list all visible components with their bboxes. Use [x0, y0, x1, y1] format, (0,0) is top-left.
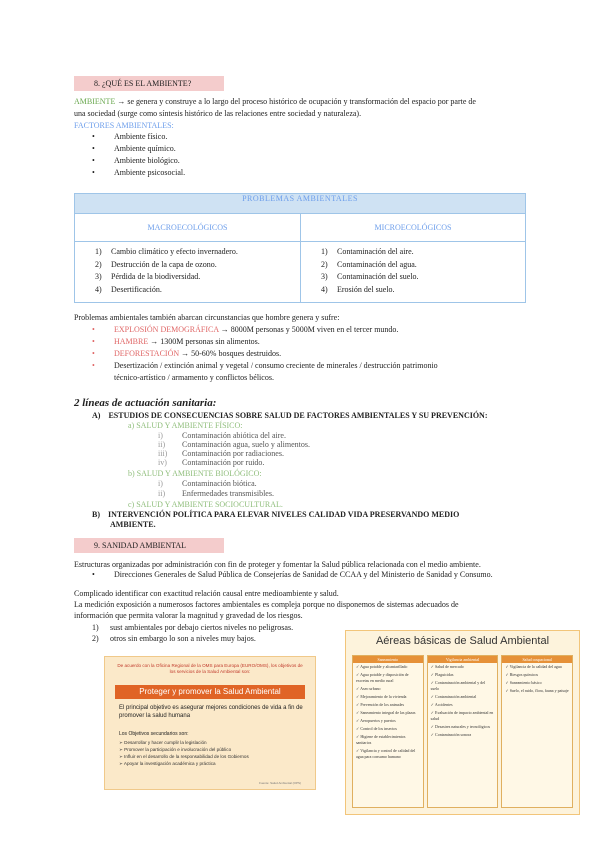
figure2-title: Aéreas básicas de Salud Ambiental [375, 635, 550, 647]
list-item: ✓ Aeropuertos y puertos [356, 718, 396, 723]
table-row: 4) Desertificación. [95, 284, 162, 294]
areas-figure [345, 630, 580, 815]
section-8-header: 8. ¿QUÉ ES EL AMBIENTE? [74, 76, 224, 91]
problemas-table [74, 193, 526, 303]
ambiente-term: AMBIENTE [74, 97, 116, 106]
list-item: ✓ Saneamiento integral de las plazas [356, 710, 416, 715]
list-item: • Direcciones Generales de Salud Pública de Consejerías de Sanidad de CCAA y del Ministerio de Sanidad y Consumo. [74, 569, 493, 581]
list-item: ✓ Desastres naturales y tecnológicos [430, 724, 491, 729]
sub-a-item: iv) Contaminación por ruido. [158, 458, 265, 467]
figure2-col-saneamiento: Saneamiento ✓ Agua potable y alcantarillado ✓ Agua potable y disposición de excretas en medio rural ✓ Aseo urbano ✓ Mejoramiento de la vivienda ✓ Prevención de los animales ✓ Saneamiento integral de las plazas ✓ Aeropuertos y puertos ✓ Control de los insectos ✓ Higiene de establecimientos sanitarios ✓ Vigilancia y control de calidad del agua para consumo humano [352, 655, 424, 808]
list-item: • Ambiente biológico. [74, 155, 185, 167]
list-item: ✓ Agua potable y alcantarillado [356, 664, 408, 669]
list-item: ✓ Contaminación ambiental y del suelo [430, 680, 486, 691]
list-item: ✓ Control de los insectos [356, 726, 397, 731]
figure1-others-label: Los Objetivos secundarios son: [119, 731, 189, 737]
figure1-intro: De acuerdo con la Oficina Regional de la OMS para Europa (EURO/OMS), los objetivos de los servicios de la Salud Ambiental son: [117, 663, 303, 674]
list-item: • Ambiente físico. [74, 131, 185, 143]
list-item: ✓ Accidentes [430, 702, 453, 707]
sub-a-item: i) Contaminación abiótica del aire. [158, 431, 286, 440]
list-item: ✓ Evaluación de impacto ambiental en salud [430, 710, 494, 721]
figure1-main-objective: El principal objetivo es asegurar mejores condiciones de vida a fin de promover la salud humana [119, 705, 303, 719]
list-item: ✓ Contaminación ambiental [430, 694, 477, 699]
list-item: ✓ Salud de mercado [430, 664, 464, 669]
problemas-last-cont: técnico-artístico / armamento y conflictos bélicos. [114, 373, 274, 382]
table-row: 4) Erosión del suelo. [321, 284, 395, 294]
objetivos-figure [104, 656, 316, 790]
section9-p3b: información que permita valorar la magnitud y gravedad de los riesgos. [74, 611, 303, 620]
sub-a-item: ii) Contaminación agua, suelo y alimentos. [158, 440, 310, 449]
list-item: • EXPLOSIÓN DEMOGRÁFICA → 8000M personas y 5000M viven en el tercer mundo. [74, 324, 438, 336]
figure1-others-list [119, 739, 311, 767]
section9-p2: Complicado identificar con exactitud relación causal entre medioambiente y salud. [74, 589, 339, 598]
list-item: ✓ Agua potable y disposición de excretas en medio rural [356, 672, 409, 683]
list-item: ✓ Prevención de los animales [356, 702, 405, 707]
list-item: • HAMBRE → 1300M personas sin alimentos. [74, 336, 438, 348]
figure1-banner: Proteger y promover la Salud Ambiental [115, 685, 305, 699]
ambiente-definition [74, 97, 476, 106]
list-item: ✓ Riesgos químicos [505, 672, 539, 677]
macro-list [75, 242, 301, 303]
figure2-col-vigilancia: Vigilancia ambiental ✓ Salud de mercado ✓ Plaguicidas ✓ Contaminación ambiental y del suelo ✓ Contaminación ambiental ✓ Accidentes ✓ Evaluación de impacto ambiental en salud ✓ Desastres naturales y tecnológicos ✓ Contaminación sonora [427, 655, 499, 808]
linea-a: A) ESTUDIOS DE CONSECUENCIAS SOBRE SALUD DE FACTORES AMBIENTALES Y SU PREVENCIÓN: [92, 411, 488, 420]
figure2-col-ocupacional: Salud ocupacional ✓ Vigilancia de la calidad del agua ✓ Riesgos químicos ✓ Saneamiento básico ✓ Suelo, el ruido, flora, fauna y paisaje [501, 655, 573, 808]
figure2-columns [352, 655, 573, 808]
problemas-list [74, 324, 438, 372]
list-item: • Ambiente psicosocial. [74, 167, 185, 179]
table-row: 3) Pérdida de la biodiversidad. [95, 272, 201, 281]
problemas-table-title: PROBLEMAS AMBIENTALES [75, 194, 526, 214]
table-row: 2) Destrucción de la capa de ozono. [95, 259, 217, 269]
factores-list [74, 131, 185, 179]
list-item: ✓ Vigilancia y control de calidad del agua para consumo humano [356, 748, 416, 759]
list-item: ✓ Vigilancia de la calidad del agua [505, 664, 562, 669]
list-item: • DEFORESTACIÓN → 50-60% bosques destruidos. [74, 348, 438, 360]
table-row: 1) Contaminación del aire. [321, 247, 414, 256]
sub-a-item: iii) Contaminación por radiaciones. [158, 449, 284, 458]
list-item: ✓ Mejoramiento de la vivienda [356, 694, 407, 699]
sub-b-item: ii) Enfermedades transmisibles. [158, 489, 274, 498]
linea-b: B) INTERVENCIÓN POLÍTICA PARA ELEVAR NIVELES CALIDAD VIDA PRESERVANDO MEDIO [92, 510, 460, 519]
sub-a-label: a) SALUD Y AMBIENTE FÍSICO: [128, 421, 243, 430]
problemas-intro: Problemas ambientales también abarcan circunstancias que hombre genera y sufre: [74, 313, 340, 322]
list-item: • Ambiente químico. [74, 143, 185, 155]
ambiente-text: → se genera y construye a lo largo del proceso histórico de ocupación y transformación del espacio por parte de [115, 97, 476, 106]
list-item: ✓ Higiene de establecimientos sanitarios [356, 734, 406, 745]
list-item: ✓ Plaguicidas [430, 672, 454, 677]
section9-item: 2) otros sin embargo lo son a niveles muy bajos. [92, 634, 256, 643]
table-row: 2) Contaminación del agua. [321, 259, 417, 269]
linea-b-cont: AMBIENTE. [110, 520, 156, 529]
table-row: 1) Cambio climático y efecto invernadero. [95, 247, 238, 256]
section9-item: 1) sust ambientales por debajo ciertos niveles no peligrosas. [92, 623, 294, 632]
list-item: ✓ Suelo, el ruido, flora, fauna y paisaje [505, 688, 569, 693]
table-row: 3) Contaminación del suelo. [321, 272, 419, 281]
section9-p1: Estructuras organizadas por administración con fin de proteger y fomentar la Salud pública relacionada con el medio ambiente. [74, 560, 481, 569]
list-item: ➢ Promover la participación e involucración del público [119, 747, 232, 752]
ambiente-text-2: una sociedad (surge como síntesis histórico de las relaciones entre sociedad y naturaleza). [74, 109, 362, 118]
list-item: ➢ Apoyar la investigación académica y práctica [119, 761, 216, 766]
list-item: ➢ Desarrollar y hacer cumplir la legislación [119, 740, 207, 745]
section9-p3: La medición exposición a numerosos factores ambientales es compleja porque no disponemos de sistemas adecuados de [74, 600, 459, 609]
micro-list [301, 242, 526, 303]
list-item: ➢ Influir en el desarrollo de la responsabilidad de los Gobiernos [119, 754, 249, 759]
factores-label: FACTORES AMBIENTALES: [74, 121, 174, 130]
list-item: ✓ Contaminación sonora [430, 732, 472, 737]
sub-c-label: c) SALUD Y AMBIENTE SOCIOCULTURAL. [128, 500, 283, 509]
macro-header: MACROECOLÓGICOS [75, 214, 301, 242]
list-item: • Desertización / extinción animal y vegetal / consumo creciente de minerales / destrucción patrimonio [74, 360, 438, 372]
sub-b-item: i) Contaminación biótica. [158, 479, 257, 488]
list-item: ✓ Aseo urbano [356, 686, 381, 691]
lineas-title: 2 líneas de actuación sanitaria: [74, 397, 217, 409]
figure1-footer: Fuente: Salud Ambiental (OPS) [259, 781, 301, 785]
section-9-header: 9. SANIDAD AMBIENTAL [74, 538, 224, 553]
micro-header: MICROECOLÓGICOS [301, 214, 526, 242]
list-item: ✓ Saneamiento básico [505, 680, 542, 685]
sub-b-label: b) SALUD Y AMBIENTE BIOLÓGICO: [128, 469, 262, 478]
section9-bullets [74, 569, 493, 581]
